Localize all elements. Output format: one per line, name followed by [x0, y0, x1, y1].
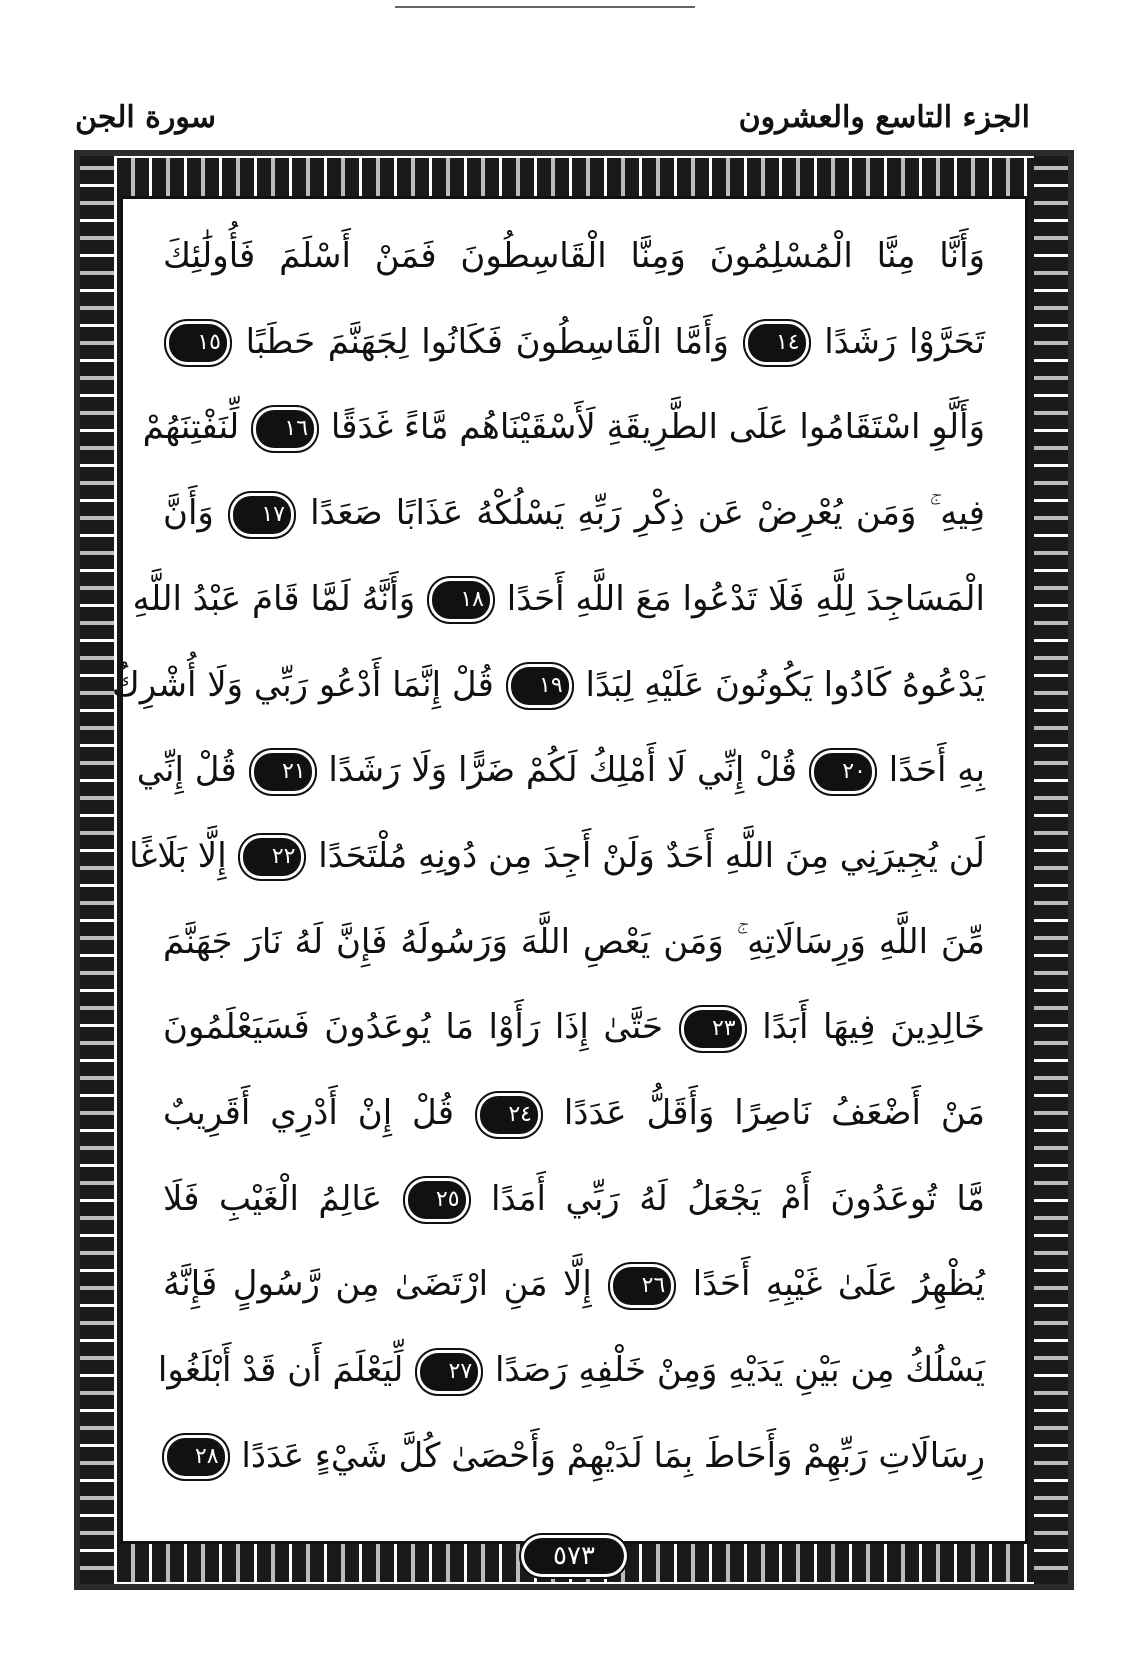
- surah-title: سورة الجن: [75, 100, 216, 135]
- verse-text: عَالِمُ الْغَيْبِ فَلَا: [163, 1178, 383, 1219]
- verse-line: [136, 735, 985, 805]
- page-number: ٥٧٣: [524, 1538, 624, 1574]
- verse-text: قُلْ إِنَّمَا أَدْعُو رَبِّي وَلَا أُشْرِكُ: [111, 664, 494, 705]
- ayah-number-marker: ٢٠: [814, 753, 872, 791]
- verse-line: [163, 992, 985, 1062]
- verse-text: قُلْ إِنْ أَدْرِي أَقَرِيبٌ: [163, 1093, 455, 1134]
- ayah-number-marker: ٢٢: [243, 838, 301, 876]
- verse-text: لِّيَعْلَمَ أَن قَدْ أَبْلَغُوا: [157, 1350, 404, 1391]
- verse-text: لِّنَفْتِنَهُمْ: [142, 407, 240, 448]
- verse-text: مِّنَ اللَّهِ وَرِسَالَاتِهِ ۚ وَمَن يَعْصِ اللَّهَ وَرَسُولَهُ فَإِنَّ لَهُ نَارَ جَهَنَّمَ: [163, 921, 985, 962]
- verse-text: يَسْلُكُ مِن بَيْنِ يَدَيْهِ وَمِنْ خَلْفِهِ رَصَدًا: [494, 1350, 985, 1391]
- verse-line: [163, 307, 985, 377]
- verse-line: [111, 650, 985, 720]
- verse-text: وَأَنَّهُ لَمَّا قَامَ عَبْدُ اللَّهِ: [132, 578, 416, 619]
- verse-text: وَأَمَّا الْقَاسِطُونَ فَكَانُوا لِجَهَنَّمَ حَطَبًا: [245, 321, 729, 362]
- verse-line: [163, 221, 985, 291]
- ornamental-frame: [74, 150, 1074, 1590]
- ayah-number-marker: ١٨: [432, 581, 490, 619]
- verse-line: [163, 1249, 985, 1319]
- verse-text: وَأَنَّا مِنَّا الْمُسْلِمُونَ وَمِنَّا الْقَاسِطُونَ فَمَنْ أَسْلَمَ فَأُولَٰئِكَ: [163, 236, 985, 276]
- frame-border-left: [80, 156, 114, 1584]
- verse-text: مَّا تُوعَدُونَ أَمْ يَجْعَلُ لَهُ رَبِّي أَمَدًا: [491, 1178, 985, 1219]
- ayah-number-marker: ٢٥: [408, 1181, 466, 1219]
- verse-lines: [111, 221, 986, 1491]
- running-head: [60, 100, 1060, 150]
- ayah-number-marker: ١٤: [748, 324, 806, 362]
- verse-text: إِلَّا بَلَاغًا: [129, 835, 227, 876]
- verse-text: حَتَّىٰ إِذَا رَأَوْا مَا يُوعَدُونَ فَسَيَعْلَمُونَ: [163, 1007, 664, 1048]
- ayah-number-marker: ٢٤: [480, 1096, 538, 1134]
- verse-text: وَأَنَّ: [163, 493, 214, 534]
- ayah-number-marker: ١٥: [169, 324, 227, 362]
- top-rule: [395, 6, 695, 8]
- ayah-number-marker: ١٦: [256, 410, 314, 448]
- verse-text: الْمَسَاجِدَ لِلَّهِ فَلَا تَدْعُوا مَعَ اللَّهِ أَحَدًا: [506, 578, 985, 619]
- verse-text: يَدْعُوهُ كَادُوا يَكُونُونَ عَلَيْهِ لِبَدًا: [585, 664, 985, 705]
- ayah-number-marker: ٢٨: [167, 1438, 225, 1476]
- ayah-number-marker: ٢٣: [684, 1010, 742, 1048]
- juz-title: الجزء التاسع والعشرون: [738, 100, 1030, 135]
- verse-line: [129, 821, 985, 891]
- verse-text: تَحَرَّوْا رَشَدًا: [824, 321, 986, 362]
- text-panel: [111, 196, 1028, 1544]
- ayah-number-marker: ٢٧: [420, 1353, 478, 1391]
- verse-text: قُلْ إِنِّي لَا أَمْلِكُ لَكُمْ ضَرًّا وَلَا رَشَدًا: [328, 750, 798, 791]
- ayah-number-marker: ١٩: [511, 667, 569, 705]
- verse-line: [142, 392, 985, 462]
- verse-text: مَنْ أَضْعَفُ نَاصِرًا وَأَقَلُّ عَدَدًا: [563, 1093, 985, 1134]
- verse-text: يُظْهِرُ عَلَىٰ غَيْبِهِ أَحَدًا: [692, 1264, 985, 1305]
- verse-line: [163, 907, 985, 977]
- verse-text: إِلَّا مَنِ ارْتَضَىٰ مِن رَّسُولٍ فَإِنَّهُ: [163, 1264, 592, 1305]
- verse-text: رِسَالَاتِ رَبِّهِمْ وَأَحَاطَ بِمَا لَدَيْهِمْ وَأَحْصَىٰ كُلَّ شَيْءٍ عَدَدًا: [241, 1435, 985, 1476]
- frame-border-right: [1034, 156, 1068, 1584]
- verse-line: [163, 1421, 985, 1491]
- verse-text: خَالِدِينَ فِيهَا أَبَدًا: [762, 1007, 986, 1048]
- verse-text: وَأَلَّوِ اسْتَقَامُوا عَلَى الطَّرِيقَةِ لَأَسْقَيْنَاهُم مَّاءً غَدَقًا: [330, 407, 985, 448]
- verse-text: بِهِ أَحَدًا: [888, 750, 985, 791]
- ayah-number-marker: ١٧: [233, 496, 291, 534]
- verse-text: لَن يُجِيرَنِي مِنَ اللَّهِ أَحَدٌ وَلَنْ أَجِدَ مِن دُونِهِ مُلْتَحَدًا: [318, 835, 985, 876]
- verse-text: قُلْ إِنِّي: [136, 750, 237, 791]
- ayah-number-marker: ٢٦: [613, 1267, 671, 1305]
- ayah-number-marker: ٢١: [254, 753, 312, 791]
- verse-line: [163, 478, 985, 548]
- verse-line: [163, 1078, 985, 1148]
- verse-text: فِيهِ ۚ وَمَن يُعْرِضْ عَن ذِكْرِ رَبِّهِ يَسْلُكْهُ عَذَابًا صَعَدًا: [310, 493, 986, 534]
- verse-line: [163, 1164, 985, 1234]
- verse-line: [157, 1335, 985, 1405]
- verse-line: [132, 564, 985, 634]
